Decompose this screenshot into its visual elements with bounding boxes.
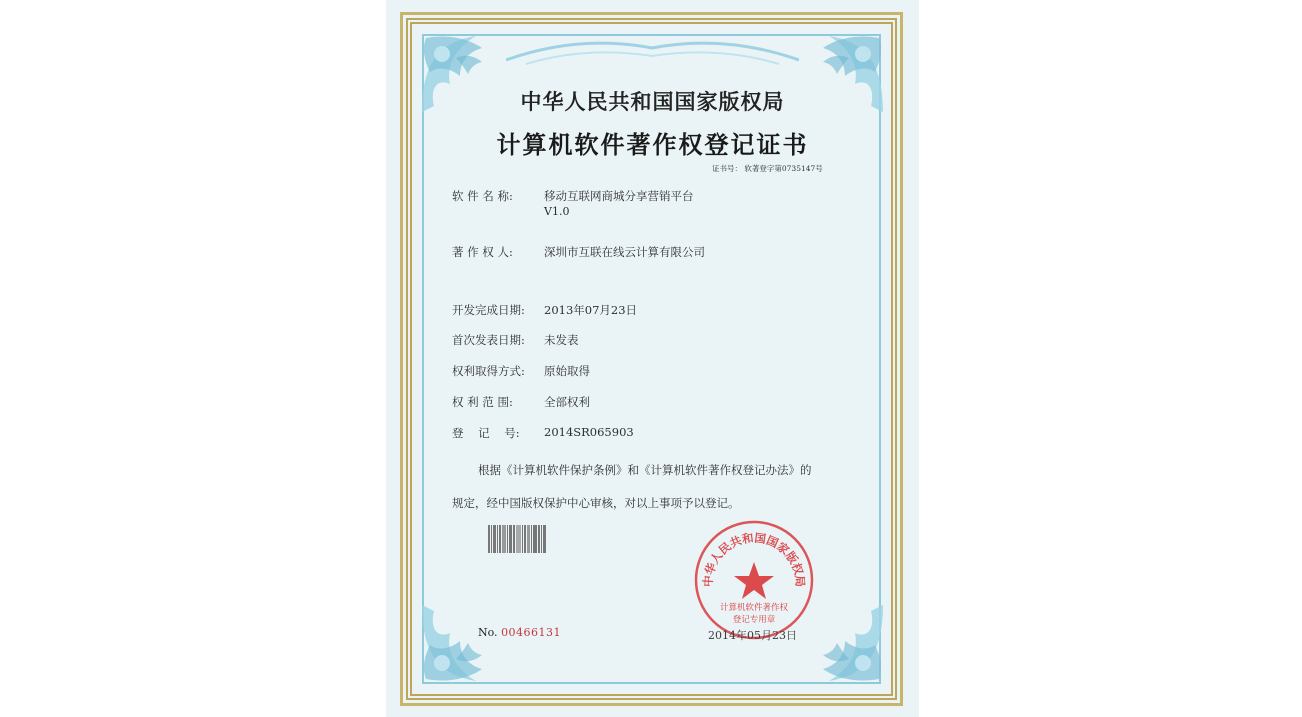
field-registration-number [452, 425, 634, 441]
statement-line-1: 根据《计算机软件保护条例》和《计算机软件著作权登记办法》的 [478, 463, 812, 477]
field-value: 全部权利 [544, 395, 590, 409]
serial-prefix: No. [478, 626, 498, 639]
field-first-publish [452, 332, 579, 348]
official-seal [692, 518, 816, 642]
field-value: 移动互联网商城分享营销平台 [544, 189, 694, 203]
field-label: 权 利 范 围: [452, 395, 513, 409]
barcode [488, 525, 548, 553]
field-owner [452, 244, 705, 260]
star-icon [734, 562, 774, 599]
seal-line-2: 登记专用章 [732, 615, 776, 625]
field-label: 著 作 权 人: [452, 245, 513, 259]
field-software-name [452, 188, 694, 204]
field-label: 登 记 号: [452, 426, 520, 440]
field-acquisition [452, 363, 590, 379]
field-value: 2014SR065903 [544, 425, 634, 439]
field-value: 原始取得 [544, 364, 590, 378]
field-value: 未发表 [544, 333, 579, 347]
field-scope [452, 394, 590, 410]
field-label: 开发完成日期: [452, 303, 525, 317]
corner-ornament-icon [416, 599, 512, 689]
authority-title: 中华人民共和国国家版权局 [520, 90, 785, 114]
seal-line-1: 计算机软件著作权 [719, 603, 789, 613]
field-label: 首次发表日期: [452, 333, 525, 347]
software-version: V1.0 [544, 205, 570, 218]
field-value: 深圳市互联在线云计算有限公司 [544, 245, 705, 259]
serial-number [478, 626, 561, 639]
field-completion-date [452, 302, 637, 318]
seal-ring-text: 中华人民共和国国家版权局 [700, 530, 808, 588]
issue-date: 2014年05月23日 [708, 629, 797, 642]
certificate-title: 计算机软件著作权登记证书 [496, 131, 809, 159]
field-value: 2013年07月23日 [544, 303, 638, 317]
statement-line-2: 规定，经中国版权保护中心审核，对以上事项予以登记。 [452, 496, 740, 510]
field-label: 权利取得方式: [452, 364, 525, 378]
certificate [386, 0, 919, 717]
certificate-number: 证书号： 软著登字第0735147号 [712, 164, 823, 173]
field-label: 软 件 名 称: [452, 189, 513, 203]
top-ornament-icon [506, 30, 799, 70]
serial-value: 00466131 [501, 626, 562, 639]
